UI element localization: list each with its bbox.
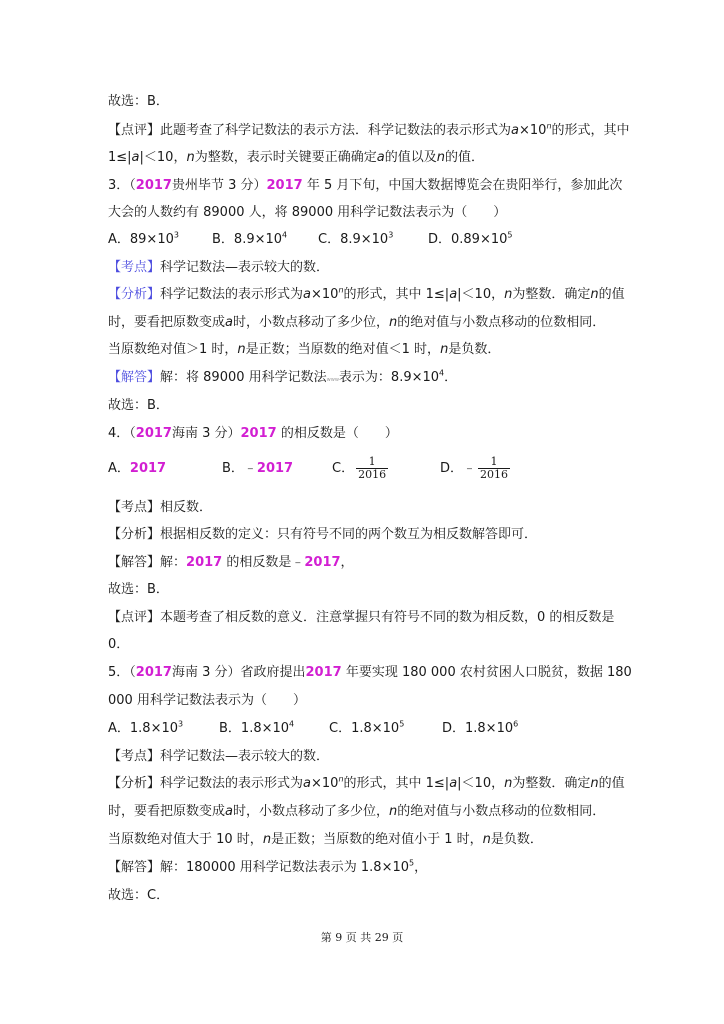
question-3-kaodian: 【考点】科学记数法—表示较大的数．	[108, 260, 330, 275]
question-5-solution: 【解答】解：180000 用科学记数法表示为 $1.8\times 10^5$，	[108, 858, 428, 875]
question-3-options	[108, 231, 512, 249]
question-3-analysis: 【分析】科学记数法的表示形式为$a\times 10^n$的形式，其中 1≤|a|＜10，n为整数．确定n的值	[108, 285, 625, 302]
question-4-review-2: 0．	[108, 637, 130, 652]
question-5-analysis-3: 当原数绝对值大于 10 时，n是正数；当原数的绝对值小于 1 时，n是负数．	[108, 832, 543, 847]
question-5-kaodian: 【考点】科学记数法—表示较大的数．	[108, 749, 330, 764]
question-3-analysis-2: 时，要看把原数变成a时，小数点移动了多少位，n的绝对值与小数点移动的位数相同．	[108, 315, 606, 330]
option-b: B．$1.8\times 10^4$	[219, 719, 295, 736]
kaodian-tag: 【考点】	[108, 500, 161, 515]
solution-tag: 【解答】	[108, 555, 161, 570]
question-3-stem: 3．（2017贵州毕节 3 分）2017 年 5 月下旬，中国大数据博览会在贵阳举行，参加此次	[108, 178, 623, 193]
page-footer: 第 9 页 共 29 页	[320, 931, 404, 944]
question-3-analysis-3: 当原数绝对值＞1 时，n是正数；当原数的绝对值＜1 时，n是负数．	[108, 342, 501, 357]
question-3-solution: 【解答】解：将 89000 用科学记数法www表示为：$8.9\times 10^4$．	[108, 368, 458, 385]
question-4-answer: 故选：B．	[108, 582, 169, 597]
fraction: $\frac{1}{2016}$	[358, 455, 387, 481]
question-4-analysis: 【分析】根据相反数的定义：只有符号不同的两个数互为相反数解答即可．	[108, 527, 538, 542]
option-d: D．$0.89\times 10^5$	[428, 230, 513, 247]
option-a: A．$89\times 10^3$	[108, 230, 179, 247]
question-4-kaodian: 【考点】相反数．	[108, 500, 213, 515]
watermark: www	[326, 377, 339, 383]
solution-tag: 【解答】	[108, 860, 161, 875]
review-line-2: 1≤|a|＜10，n为整数，表示时关键要正确确定a的值以及n的值．	[108, 150, 484, 165]
option-c: C．$1.8\times 10^5$	[329, 719, 405, 736]
answer-line: 故选：B．	[108, 94, 169, 109]
question-4-options	[108, 456, 510, 482]
review-tag: 【点评】	[108, 610, 161, 625]
question-5-analysis-2: 时，要看把原数变成a时，小数点移动了多少位，n的绝对值与小数点移动的位数相同．	[108, 804, 606, 819]
option-b: B．$8.9\times 10^4$	[212, 230, 288, 247]
review-tag: 【点评】	[108, 123, 161, 138]
review-line: 【点评】此题考查了科学记数法的表示方法．科学记数法的表示形式为$a\times 10^n$的形式，其中	[108, 121, 630, 138]
solution-tag: 【解答】	[108, 370, 161, 385]
option-d: D．$1.8\times 10^6$	[442, 719, 519, 736]
kaodian-tag: 【考点】	[108, 260, 161, 275]
question-5-stem: 5．（2017海南 3 分）省政府提出2017 年要实现 180 000 农村贫困人口脱贫，数据 180	[108, 665, 632, 680]
option-b: B．﹣2017	[222, 461, 294, 476]
question-4-stem: 4．（2017海南 3 分）2017 的相反数是（ ）	[108, 426, 398, 441]
question-4-solution: 【解答】解：2017 的相反数是﹣2017，	[108, 555, 354, 570]
question-3-answer: 故选：B．	[108, 398, 169, 413]
option-c: C．$8.9\times 10^3$	[318, 230, 394, 247]
question-3-stem-2: 大会的人数约有 89000 人，将 89000 用科学记数法表示为（ ）	[108, 205, 507, 220]
option-c: C． $\frac{1}{2016}$	[332, 455, 387, 481]
option-a: A．2017	[108, 461, 167, 476]
fraction: $\frac{1}{2016}$	[480, 455, 509, 481]
question-5-analysis: 【分析】科学记数法的表示形式为$a\times 10^n$的形式，其中 1≤|a|＜10，n为整数．确定n的值	[108, 774, 625, 791]
analysis-tag: 【分析】	[108, 287, 161, 302]
question-5-stem-2: 000 用科学记数法表示为（ ）	[108, 693, 306, 708]
kaodian-tag: 【考点】	[108, 749, 161, 764]
analysis-tag: 【分析】	[108, 776, 161, 791]
option-d: D．﹣ $\frac{1}{2016}$	[440, 455, 509, 481]
option-a: A．$1.8\times 10^3$	[108, 719, 184, 736]
analysis-tag: 【分析】	[108, 527, 161, 542]
question-5-options	[108, 720, 518, 738]
question-5-answer: 故选：C．	[108, 888, 170, 903]
question-4-review: 【点评】本题考查了相反数的意义．注意掌握只有符号不同的数为相反数，0 的相反数是	[108, 610, 615, 625]
